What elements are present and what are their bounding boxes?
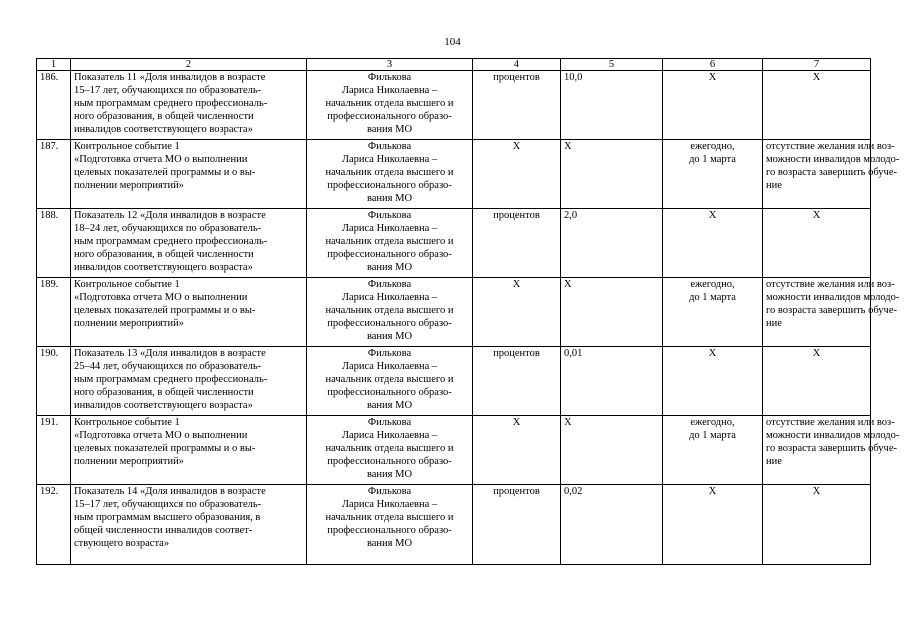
note-cell [763, 71, 871, 140]
table-row [37, 140, 871, 209]
cell-text-line: можности инвалидов молодо- [766, 430, 900, 441]
term-cell [663, 140, 763, 209]
cell-text-line: целевых показателей программы и о вы- [74, 443, 256, 454]
cell-text-line: начальник отдела высшего и [325, 98, 454, 109]
row-number-cell: 186. [37, 71, 71, 140]
responsible-cell [307, 278, 473, 347]
cell-text-line: ным программам среднего профессиональ- [74, 374, 268, 385]
cell-text-line: Лариса Николаевна – [341, 361, 438, 372]
cell-text-line: отсутствие желания или воз- [766, 141, 895, 152]
column-header: 1 [37, 59, 71, 71]
cell-text-line: общей численности инвалидов соответ- [74, 525, 253, 536]
cell-text-line: профессионального образо- [327, 318, 452, 329]
cell-text-line: го возраста завершить обуче- [766, 443, 897, 454]
note-cell [763, 347, 871, 416]
cell-text-line: вания МО [366, 400, 413, 411]
unit-cell: процентов [473, 347, 561, 416]
page-number: 104 [444, 36, 461, 48]
responsible-cell [307, 71, 473, 140]
cell-text-line: начальник отдела высшего и [325, 167, 454, 178]
cell-text-line: «Подготовка отчета МО о выполнении [74, 154, 248, 165]
cell-text-line: ного образования, в общей численности [74, 249, 254, 260]
cell-text-line: ежегодно, [690, 279, 735, 290]
responsible-cell [307, 209, 473, 278]
term-cell [663, 347, 763, 416]
column-header: 6 [663, 59, 763, 71]
cell-text-line: начальник отдела высшего и [325, 443, 454, 454]
cell-text-line: профессионального образо- [327, 456, 452, 467]
cell-text-line: «Подготовка отчета МО о выполнении [74, 292, 248, 303]
cell-text-line: профессионального образо- [327, 387, 452, 398]
term-cell [663, 416, 763, 485]
term-cell [663, 278, 763, 347]
description-cell [71, 416, 307, 485]
cell-text-line: Лариса Николаевна – [341, 292, 438, 303]
unit-cell: Х [473, 416, 561, 485]
cell-text-line: начальник отдела высшего и [325, 236, 454, 247]
cell-text-line: полнении мероприятий» [74, 456, 184, 467]
cell-text-line: отсутствие желания или воз- [766, 417, 895, 428]
cell-text-line: инвалидов соответствующего возраста» [74, 124, 253, 135]
cell-text-line: можности инвалидов молодо- [766, 292, 900, 303]
cell-text-line: Филькова [367, 72, 412, 83]
cell-text-line: инвалидов соответствующего возраста» [74, 262, 253, 273]
table-row [37, 209, 871, 278]
value-cell: Х [561, 416, 663, 485]
note-cell [763, 140, 900, 209]
cell-text-line: Х [708, 72, 717, 83]
row-number-cell: 191. [37, 416, 71, 485]
table-row [37, 485, 871, 565]
value-cell: 0,02 [561, 485, 663, 565]
cell-text-line: вания МО [366, 193, 413, 204]
row-number-cell: 190. [37, 347, 71, 416]
cell-text-line: Показатель 11 «Доля инвалидов в возрасте [74, 72, 266, 83]
cell-text-line: го возраста завершить обуче- [766, 167, 897, 178]
description-cell [71, 485, 307, 565]
responsible-cell [307, 485, 473, 565]
cell-text-line: Х [812, 348, 821, 359]
table-row [37, 416, 871, 485]
cell-text-line: ным программам среднего профессиональ- [74, 236, 268, 247]
description-cell [71, 209, 307, 278]
cell-text-line: Лариса Николаевна – [341, 85, 438, 96]
cell-text-line: начальник отдела высшего и [325, 374, 454, 385]
cell-text-line: целевых показателей программы и о вы- [74, 167, 256, 178]
cell-text-line: вания МО [366, 469, 413, 480]
term-cell [663, 71, 763, 140]
cell-text-line: Филькова [367, 141, 412, 152]
unit-cell: процентов [473, 71, 561, 140]
unit-cell: процентов [473, 209, 561, 278]
row-number-cell: 187. [37, 140, 71, 209]
cell-text-line: начальник отдела высшего и [325, 305, 454, 316]
cell-text-line: Лариса Николаевна – [341, 430, 438, 441]
cell-text-line: начальник отдела высшего и [325, 512, 454, 523]
cell-text-line: ние [766, 456, 782, 467]
cell-text-line: вания МО [366, 124, 413, 135]
cell-text-line: Филькова [367, 279, 412, 290]
cell-text-line: профессионального образо- [327, 525, 452, 536]
cell-text-line: ного образования, в общей численности [74, 387, 254, 398]
cell-text-line: инвалидов соответствующего возраста» [74, 400, 253, 411]
cell-text-line: полнении мероприятий» [74, 318, 184, 329]
cell-text-line: 18–24 лет, обучающихся по образователь- [74, 223, 262, 234]
cell-text-line: ежегодно, [690, 141, 735, 152]
note-cell [763, 278, 900, 347]
cell-text-line: Х [708, 210, 717, 221]
cell-text-line: ние [766, 180, 782, 191]
cell-text-line: Х [708, 348, 717, 359]
cell-text-line: полнении мероприятий» [74, 180, 184, 191]
cell-text-line: Лариса Николаевна – [341, 154, 438, 165]
note-cell [763, 416, 900, 485]
cell-text-line: до 1 марта [689, 292, 736, 303]
cell-text-line: го возраста завершить обуче- [766, 305, 897, 316]
row-number-cell: 188. [37, 209, 71, 278]
description-cell [71, 278, 307, 347]
unit-cell: Х [473, 140, 561, 209]
note-cell [763, 485, 871, 565]
table-row [37, 71, 871, 140]
column-number-row [37, 59, 871, 71]
cell-text-line: Лариса Николаевна – [341, 499, 438, 510]
value-cell: Х [561, 278, 663, 347]
description-cell [71, 71, 307, 140]
cell-text-line: Контрольное событие 1 [74, 279, 180, 290]
cell-text-line: профессионального образо- [327, 111, 452, 122]
cell-text-line: вания МО [366, 262, 413, 273]
description-cell [71, 347, 307, 416]
cell-text-line: 25–44 лет, обучающихся по образователь- [74, 361, 262, 372]
unit-cell: Х [473, 278, 561, 347]
cell-text-line: Показатель 13 «Доля инвалидов в возрасте [74, 348, 266, 359]
column-header: 5 [561, 59, 663, 71]
cell-text-line: 15–17 лет, обучающихся по образователь- [74, 85, 262, 96]
value-cell: 10,0 [561, 71, 663, 140]
cell-text-line: Филькова [367, 417, 412, 428]
column-header: 4 [473, 59, 561, 71]
cell-text-line: до 1 марта [689, 154, 736, 165]
cell-text-line: ным программам среднего профессиональ- [74, 98, 268, 109]
cell-text-line: «Подготовка отчета МО о выполнении [74, 430, 248, 441]
column-header: 2 [71, 59, 307, 71]
cell-text-line: можности инвалидов молодо- [766, 154, 900, 165]
term-cell [663, 485, 763, 565]
table-row [37, 347, 871, 416]
table-body [37, 71, 900, 565]
column-header: 3 [307, 59, 473, 71]
cell-text-line: Контрольное событие 1 [74, 417, 180, 428]
cell-text-line: Х [812, 72, 821, 83]
responsible-cell [307, 347, 473, 416]
cell-text-line: Показатель 12 «Доля инвалидов в возрасте [74, 210, 266, 221]
cell-text-line: Филькова [367, 348, 412, 359]
cell-text-line: Х [812, 210, 821, 221]
cell-text-line: ствующего возраста» [74, 538, 170, 549]
cell-text-line: Показатель 14 «Доля инвалидов в возрасте [74, 486, 266, 497]
value-cell: Х [561, 140, 663, 209]
responsible-cell [307, 416, 473, 485]
cell-text-line: Контрольное событие 1 [74, 141, 180, 152]
responsible-cell [307, 140, 473, 209]
value-cell: 2,0 [561, 209, 663, 278]
cell-text-line: Филькова [367, 210, 412, 221]
cell-text-line: ным программам высшего образования, в [74, 512, 261, 523]
cell-text-line: профессионального образо- [327, 249, 452, 260]
cell-text-line: ежегодно, [690, 417, 735, 428]
table-header [37, 59, 871, 71]
unit-cell: процентов [473, 485, 561, 565]
table-row [37, 278, 871, 347]
cell-text-line: вания МО [366, 331, 413, 342]
cell-text-line: вания МО [366, 538, 413, 549]
cell-text-line: Лариса Николаевна – [341, 223, 438, 234]
term-cell [663, 209, 763, 278]
row-number-cell: 189. [37, 278, 71, 347]
value-cell: 0,01 [561, 347, 663, 416]
cell-text-line: целевых показателей программы и о вы- [74, 305, 256, 316]
row-number-cell: 192. [37, 485, 71, 565]
cell-text-line: отсутствие желания или воз- [766, 279, 895, 290]
cell-text-line: профессионального образо- [327, 180, 452, 191]
note-cell [763, 209, 871, 278]
cell-text-line: до 1 марта [689, 430, 736, 441]
description-cell [71, 140, 307, 209]
cell-text-line: ние [766, 318, 782, 329]
plan-table [36, 58, 900, 565]
cell-text-line: Х [708, 486, 717, 497]
cell-text-line: ного образования, в общей численности [74, 111, 254, 122]
cell-text-line: Х [812, 486, 821, 497]
cell-text-line: 15–17 лет, обучающихся по образователь- [74, 499, 262, 510]
column-header: 7 [763, 59, 871, 71]
cell-text-line: Филькова [367, 486, 412, 497]
